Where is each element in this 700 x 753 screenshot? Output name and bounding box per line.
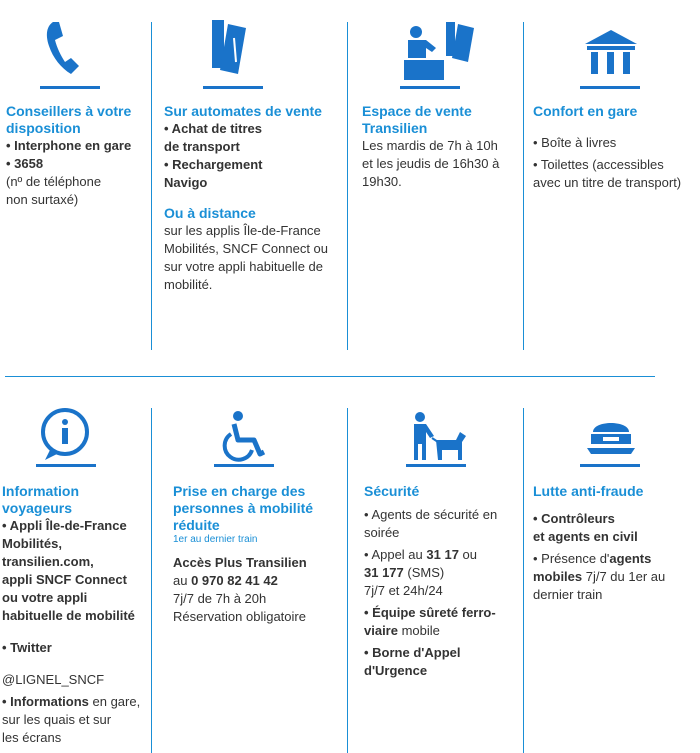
phone-underline <box>40 86 100 89</box>
wheelchair-icon <box>220 410 270 462</box>
seg: ou <box>458 547 478 562</box>
line: sur votre appli habituelle de <box>164 259 323 274</box>
line: dernier train <box>533 587 603 602</box>
seg: agents <box>609 551 652 566</box>
line: ou votre appli <box>2 590 88 605</box>
line: • Rechargement <box>164 157 263 172</box>
line: Les mardis de 7h à 10h <box>362 138 498 153</box>
divider-bottom-3 <box>523 408 524 753</box>
line: 19h30. <box>362 174 402 189</box>
station-building-icon <box>583 28 639 78</box>
ticket-underline <box>203 86 263 89</box>
seg: viaire <box>364 623 398 638</box>
line: mobilité. <box>164 277 213 292</box>
twitter-handle[interactable]: @LIGNEL_SNCF <box>2 672 105 687</box>
line: avec un titre de transport) <box>533 175 682 190</box>
line: • Interphone en gare <box>6 138 132 153</box>
cell-securite <box>364 483 522 680</box>
wheelchair-underline <box>214 464 274 467</box>
seg: • Présence d' <box>533 551 610 566</box>
divider-top-2 <box>347 22 348 350</box>
divider-top-1 <box>151 22 152 350</box>
line: et agents en civil <box>533 529 638 544</box>
cell-information <box>2 483 150 747</box>
line: • Équipe sûreté ferro- <box>364 605 496 620</box>
line: transilien.com, <box>2 554 94 569</box>
title-confort: Confort en gare <box>533 103 638 119</box>
seg: mobiles <box>533 569 583 584</box>
line: les écrans <box>2 730 62 745</box>
divider-top-3 <box>523 22 524 350</box>
line: d'Urgence <box>364 663 428 678</box>
line: • Toilettes (accessibles <box>533 157 664 172</box>
seg: au <box>173 573 192 588</box>
title-securite: Sécurité <box>364 483 420 499</box>
seg: 7j/7 du 1er au <box>582 569 666 584</box>
line: • Agents de sécurité en <box>364 507 498 522</box>
line: Accès Plus Transilien <box>173 555 307 570</box>
cell-anti-fraude <box>533 483 698 604</box>
line: non surtaxé) <box>6 192 79 207</box>
divider-bottom-2 <box>347 408 348 753</box>
seg: (SMS) <box>403 565 445 580</box>
cell-automates <box>164 103 344 294</box>
info-underline <box>36 464 96 467</box>
pmr-subtitle: 1er au dernier train <box>173 534 258 545</box>
seg: en gare, <box>88 694 141 709</box>
line: Mobilités, <box>2 536 62 551</box>
security-underline <box>406 464 466 467</box>
ticket-icon <box>206 18 256 80</box>
title-pmr: Prise en charge des personnes à mobilité réduite <box>173 483 314 533</box>
line: habituelle de mobilité <box>2 608 135 623</box>
line: • 3658 <box>6 156 44 171</box>
security-phone[interactable]: 31 17 <box>426 547 459 562</box>
line: Réservation obligatoire <box>173 609 306 624</box>
cell-confort <box>533 103 698 192</box>
line: soirée <box>364 525 400 540</box>
station-underline <box>580 86 640 89</box>
line: • Borne d'Appel <box>364 645 461 660</box>
pmr-phone[interactable]: 0 970 82 41 42 <box>191 573 278 588</box>
cell-espace-vente <box>362 103 522 191</box>
line <box>2 693 150 711</box>
security-sms[interactable]: 31 177 <box>364 565 404 580</box>
guard-dog-icon <box>408 412 468 462</box>
title-conseillers: Conseillers à votre disposition <box>6 103 132 136</box>
divider-horizontal <box>5 376 655 377</box>
divider-bottom-1 <box>151 408 152 753</box>
cell-conseillers <box>6 103 148 209</box>
line: • Twitter <box>2 640 52 655</box>
line: 7j/7 de 7h à 20h <box>173 591 267 606</box>
title-espace-vente: Espace de vente Transilien <box>362 103 472 136</box>
line: • Contrôleurs <box>533 511 615 526</box>
line: 7j/7 et 24h/24 <box>364 583 443 598</box>
line: Navigo <box>164 175 208 190</box>
seg: • Informations <box>2 694 89 709</box>
info-bubble-icon <box>37 408 93 462</box>
line: • Appli Île-de-France <box>2 518 127 533</box>
title-automates: Sur automates de vente <box>164 103 322 119</box>
line: sur les quais et sur <box>2 712 112 727</box>
ticket-counter-icon <box>402 18 482 84</box>
line: appli SNCF Connect <box>2 572 127 587</box>
cell-pmr <box>173 483 345 626</box>
line: • Boîte à livres <box>533 135 617 150</box>
cap-underline <box>580 464 640 467</box>
line: sur les applis Île-de-France <box>164 223 321 238</box>
line: Mobilités, SNCF Connect ou <box>164 241 329 256</box>
line: (nº de téléphone <box>6 174 102 189</box>
phone-icon <box>43 18 93 78</box>
line: • Achat de titres <box>164 121 262 136</box>
seg: • Appel au <box>364 547 427 562</box>
title-information: Information voyageurs <box>2 483 79 516</box>
seg: mobile <box>397 623 440 638</box>
title-distance: Ou à distance <box>164 205 256 221</box>
line: de transport <box>164 139 240 154</box>
line: et les jeudis de 16h30 à <box>362 156 500 171</box>
counter-underline <box>400 86 460 89</box>
inspector-cap-icon <box>583 416 639 460</box>
title-anti-fraude: Lutte anti-fraude <box>533 483 644 499</box>
